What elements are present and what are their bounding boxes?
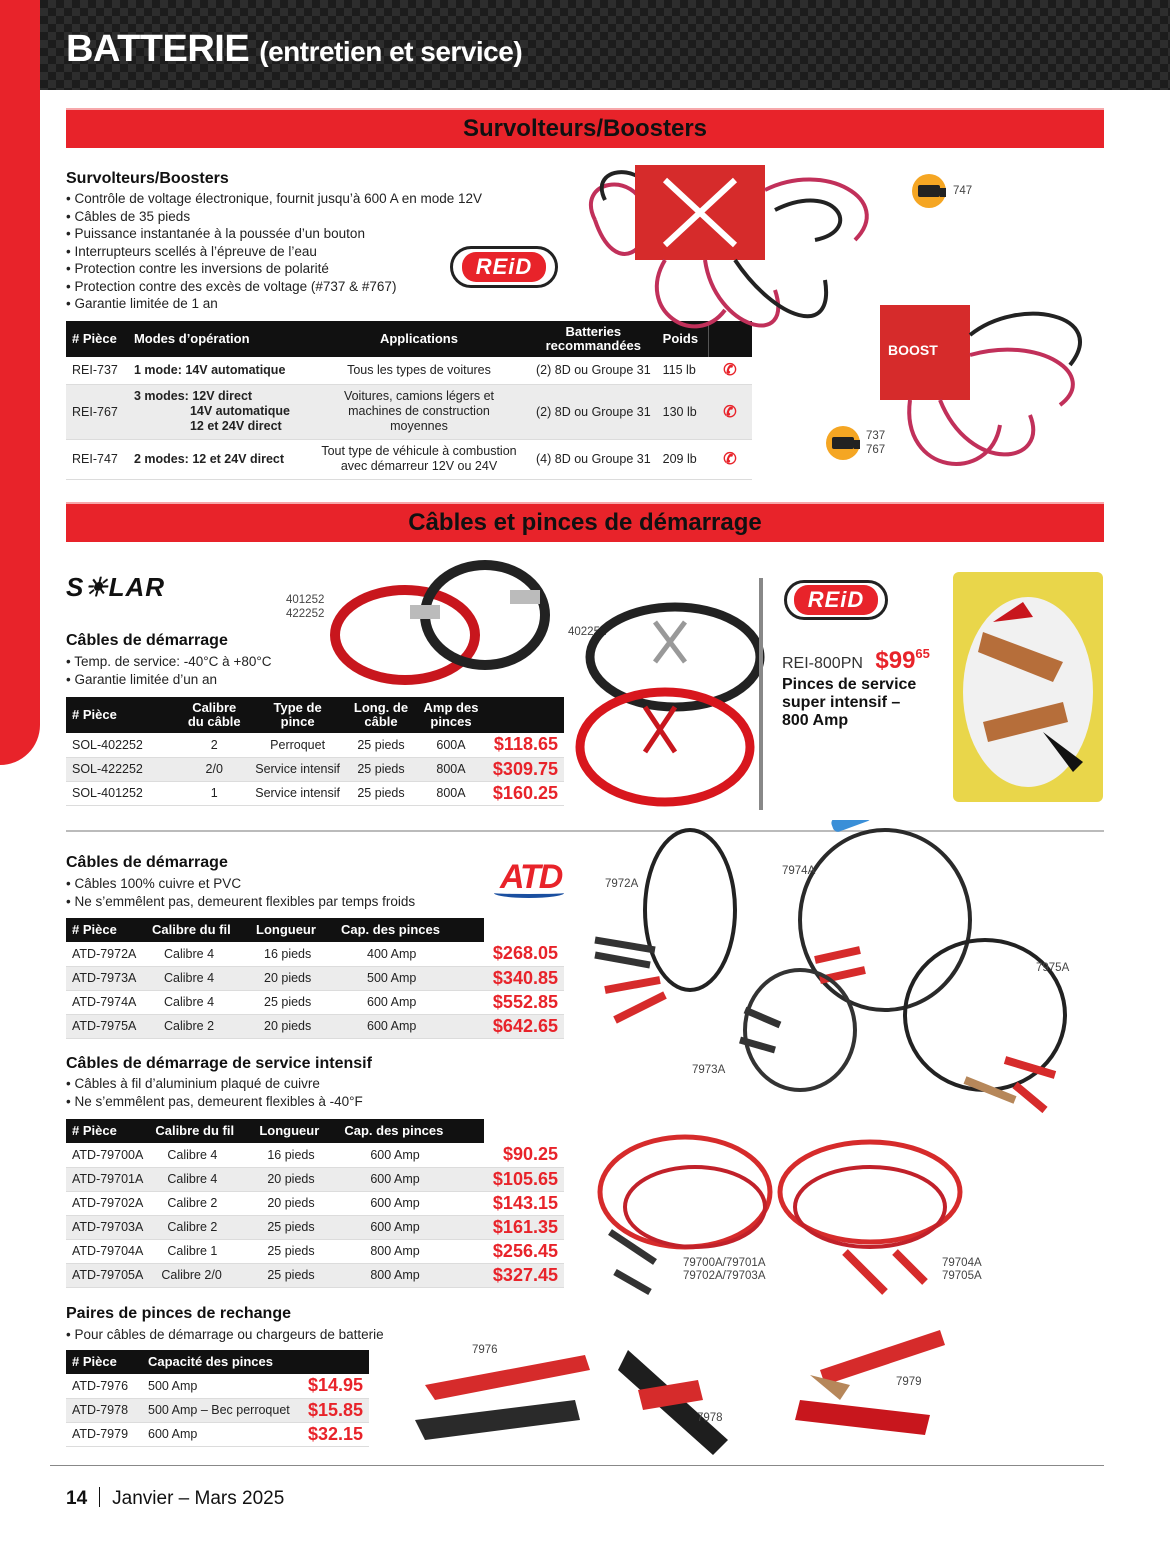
price: $268.05 [484, 942, 564, 966]
gauge: Calibre 4 [146, 942, 250, 966]
table-row [66, 1191, 564, 1215]
length: 25 pieds [346, 781, 416, 805]
solar-title: Câbles de démarrage [66, 632, 228, 649]
price: $118.65 [486, 733, 564, 757]
title-line: 800 Amp [782, 712, 849, 729]
length: 25 pieds [250, 990, 335, 1014]
col-header-price [486, 697, 564, 733]
table-row [66, 1014, 564, 1038]
part-number: SOL-401252 [66, 781, 179, 805]
reid-logo-text: REiD [794, 585, 879, 615]
capacity: 600 Amp [338, 1167, 484, 1191]
price: $160.25 [486, 781, 564, 805]
col-header: # Pièce [66, 321, 128, 357]
part-number: ATD-7975A [66, 1014, 146, 1038]
truck-icon [826, 426, 860, 460]
clamp-7978-image [618, 1330, 748, 1465]
atd-hd-title: Câbles de démarrage de service intensif [66, 1055, 372, 1072]
col-header: Poids [657, 321, 708, 357]
app-line: machines de construction [348, 404, 490, 418]
price: $15.85 [299, 1398, 369, 1422]
bullet: • Câbles de 35 pieds [66, 208, 482, 226]
capacity: 800 Amp [338, 1239, 484, 1263]
table-row [66, 942, 564, 966]
length: 20 pieds [250, 966, 335, 990]
bullet: • Protection contre des excès de voltage (#737 & #767) [66, 278, 482, 296]
col-header: Long. de câble [346, 697, 416, 733]
bullet: • Interrupteurs scellés à l’épreuve de l’eau [66, 243, 482, 261]
capacity: 400 Amp [335, 942, 484, 966]
caption-7979: 7979 [896, 1376, 922, 1388]
part-number: ATD-79700A [66, 1143, 149, 1167]
table-row [66, 1239, 564, 1263]
caption-79700a-79701a: 79700A/79701A [683, 1257, 766, 1269]
col-header: Capacité des pinces [142, 1350, 299, 1374]
length: 16 pieds [253, 1143, 338, 1167]
table-row [66, 1215, 564, 1239]
bullet: • Ne s’emmêlent pas, demeurent flexibles à -40°F [66, 1093, 363, 1111]
caption-7978: 7978 [697, 1412, 723, 1424]
part-number: REI-737 [66, 357, 128, 384]
price: $14.95 [299, 1374, 369, 1398]
gauge: 2 [179, 733, 249, 757]
divider-vertical [759, 578, 763, 810]
weight: 115 lb [657, 357, 708, 384]
gauge: Calibre 4 [149, 1143, 253, 1167]
col-header: # Pièce [66, 1350, 142, 1374]
page-title [66, 28, 522, 71]
section-bar-cables [66, 502, 1104, 542]
phone-icon: ✆ [708, 439, 752, 479]
amperage: 600A [416, 733, 486, 757]
part-number: ATD-7972A [66, 942, 146, 966]
clamp-bullets [66, 1326, 384, 1344]
price: $143.15 [484, 1191, 564, 1215]
capacity: 600 Amp [338, 1215, 484, 1239]
part-number: ATD-7978 [66, 1398, 142, 1422]
capacity: 600 Amp [142, 1422, 299, 1446]
table-row [66, 1167, 564, 1191]
capacity: 500 Amp [142, 1374, 299, 1398]
section-title: Câbles et pinces de démarrage [408, 509, 762, 536]
gauge: Calibre 4 [146, 966, 250, 990]
atd-table [66, 918, 564, 1039]
page-number: 14 [66, 1488, 88, 1509]
length: 25 pieds [253, 1263, 338, 1287]
gauge: Calibre 2 [149, 1215, 253, 1239]
red-side-tab [0, 0, 40, 765]
price-cents: 65 [915, 646, 930, 661]
part-number: ATD-7974A [66, 990, 146, 1014]
modes [128, 384, 308, 439]
reid800-price-line [782, 646, 930, 675]
length: 25 pieds [253, 1239, 338, 1263]
price: $309.75 [486, 757, 564, 781]
caption-7975a: 7975A [1036, 962, 1070, 974]
capacity: 600 Amp [338, 1143, 484, 1167]
footer-divider [50, 1465, 1104, 1466]
price: $552.85 [484, 990, 564, 1014]
clamp-7976-image [405, 1345, 605, 1450]
solar-cables-image-1 [330, 550, 555, 695]
clamp-title: Paires de pinces de rechange [66, 1305, 291, 1322]
col-header-price [299, 1350, 369, 1374]
bullet: • Câbles 100% cuivre et PVC [66, 875, 415, 893]
table-row [66, 733, 564, 757]
col-header: Applications [308, 321, 530, 357]
caption-7976: 7976 [472, 1344, 498, 1356]
price: $105.65 [484, 1167, 564, 1191]
gauge: Calibre 2 [149, 1191, 253, 1215]
atd-title: Câbles de démarrage [66, 854, 228, 871]
reid-logo [784, 580, 888, 620]
atd-logo [500, 858, 561, 897]
atd-logo-text: ATD [500, 858, 562, 896]
part-number: SOL-422252 [66, 757, 179, 781]
bullet: • Protection contre les inversions de polarité [66, 260, 482, 278]
table-row [66, 1422, 369, 1446]
col-header: # Pièce [66, 918, 146, 942]
atd-cables-image [575, 820, 1115, 1140]
capacity: 800 Amp [338, 1263, 484, 1287]
col-header: # Pièce [66, 1119, 149, 1143]
caption-79705a: 79705A [942, 1270, 982, 1282]
caption-79704a: 79704A [942, 1257, 982, 1269]
amperage: 800A [416, 781, 486, 805]
length: 20 pieds [253, 1191, 338, 1215]
boosters-title: Survolteurs/Boosters [66, 170, 229, 187]
amperage: 800A [416, 757, 486, 781]
part-number: ATD-79704A [66, 1239, 149, 1263]
solar-table [66, 697, 564, 806]
col-header: Longueur [250, 918, 335, 942]
svg-text:BOOST: BOOST [888, 342, 938, 358]
part-number: ATD-7976 [66, 1374, 142, 1398]
part-number: ATD-79703A [66, 1215, 149, 1239]
table-row [66, 1143, 564, 1167]
caption-7973a: 7973A [692, 1064, 726, 1076]
caption-7974a: 7974A [782, 865, 816, 877]
price: $642.65 [484, 1014, 564, 1038]
atd-hd-table [66, 1119, 564, 1288]
part-number: REI-747 [66, 439, 128, 479]
price: $256.45 [484, 1239, 564, 1263]
boosters-bullets [66, 190, 482, 313]
clamp-table [66, 1350, 369, 1447]
caption-737: 737 [866, 430, 886, 442]
length: 25 pieds [346, 733, 416, 757]
reid-logo [450, 246, 558, 288]
capacity: 600 Amp [335, 990, 484, 1014]
bullet: • Puissance instantanée à la poussée d’un bouton [66, 225, 482, 243]
gauge: Calibre 2 [146, 1014, 250, 1038]
price: $161.35 [484, 1215, 564, 1239]
section-bar-boosters [66, 108, 1104, 148]
title-line: super intensif – [782, 694, 901, 711]
bullet: • Garantie limitée de 1 an [66, 295, 482, 313]
price: $327.45 [484, 1263, 564, 1287]
app-line: moyennes [390, 419, 448, 433]
footer [66, 1487, 284, 1510]
atd-hd-bullets [66, 1075, 363, 1110]
truck-icon [912, 174, 946, 208]
price: $32.15 [299, 1422, 369, 1446]
gauge: Calibre 1 [149, 1239, 253, 1263]
col-header-price [484, 918, 564, 942]
col-header: Cap. des pinces [338, 1119, 484, 1143]
length: 25 pieds [253, 1215, 338, 1239]
section-title: Survolteurs/Boosters [462, 115, 708, 142]
bullet: • Garantie limitée d’un an [66, 671, 272, 689]
table-row [66, 1398, 369, 1422]
caption-422252: 422252 [286, 608, 325, 620]
solar-logo: S☀LAR [66, 572, 166, 602]
capacity: 600 Amp [338, 1191, 484, 1215]
mode-line: 12 et 24V direct [189, 419, 282, 433]
mode-line: 3 modes: 12V direct [133, 389, 253, 403]
bullet: • Ne s’emmêlent pas, demeurent flexibles par temps froids [66, 893, 415, 911]
gauge: 1 [179, 781, 249, 805]
reid800-clamps-image [953, 572, 1103, 802]
application [308, 439, 530, 479]
table-row [66, 781, 564, 805]
table-row [66, 990, 564, 1014]
bullet: • Contrôle de voltage électronique, fournit jusqu’à 600 A en mode 12V [66, 190, 482, 208]
app-line: avec démarreur 12V ou 24V [340, 459, 498, 473]
atd-bullets [66, 875, 415, 910]
part-number: SOL-402252 [66, 733, 179, 757]
length: 25 pieds [346, 757, 416, 781]
clamp-type: Service intensif [249, 757, 346, 781]
table-row [66, 966, 564, 990]
reid800-title [782, 676, 916, 730]
length: 20 pieds [250, 1014, 335, 1038]
bullet: • Pour câbles de démarrage ou chargeurs de batterie [66, 1326, 384, 1344]
col-header: Calibre du câble [179, 697, 249, 733]
caption-402252: 402252 [568, 626, 607, 638]
weight: 130 lb [657, 384, 708, 439]
table-row [66, 1263, 564, 1287]
solar-bullets [66, 653, 272, 688]
col-header: Batteries recommandées [530, 321, 657, 357]
col-header: # Pièce [66, 697, 179, 733]
caption-79702a-79703a: 79702A/79703A [683, 1270, 766, 1282]
part-number: ATD-79705A [66, 1263, 149, 1287]
length: 16 pieds [250, 942, 335, 966]
table-row [66, 384, 752, 439]
col-header: Modes d’opération [128, 321, 308, 357]
table-row [66, 757, 564, 781]
app-line: Voitures, camions légers et [343, 389, 495, 403]
col-header-price [484, 1119, 564, 1143]
part-number: ATD-79702A [66, 1191, 149, 1215]
reid-logo-text: REiD [462, 252, 547, 282]
caption-767: 767 [866, 444, 886, 456]
solar-cables-image-2 [575, 592, 765, 817]
page-title-sub: (entretien et service) [259, 36, 523, 67]
modes: 1 mode: 14V automatique [128, 357, 308, 384]
application [308, 384, 530, 439]
col-header: Amp des pinces [416, 697, 486, 733]
table-row [66, 357, 752, 384]
caption-747: 747 [953, 185, 973, 197]
bullet: • Câbles à fil d’aluminium plaqué de cuivre [66, 1075, 363, 1093]
clamp-7979-image [780, 1320, 975, 1445]
col-header: Calibre du fil [146, 918, 250, 942]
capacity: 500 Amp – Bec perroquet [142, 1398, 299, 1422]
part-number: ATD-7973A [66, 966, 146, 990]
part-number: REI-767 [66, 384, 128, 439]
phone-icon: ✆ [708, 357, 752, 384]
page-title-main: BATTERIE [66, 28, 250, 70]
caption-7972a: 7972A [605, 878, 639, 890]
part-number: ATD-79701A [66, 1167, 149, 1191]
weight: 209 lb [657, 439, 708, 479]
price-main: $99 [875, 647, 916, 674]
part-number: ATD-7979 [66, 1422, 142, 1446]
col-header: Calibre du fil [149, 1119, 253, 1143]
caption-401252: 401252 [286, 594, 325, 606]
gauge: Calibre 4 [146, 990, 250, 1014]
battery: (2) 8D ou Groupe 31 [530, 357, 657, 384]
table-row [66, 1374, 369, 1398]
battery: (4) 8D ou Groupe 31 [530, 439, 657, 479]
length: 20 pieds [253, 1167, 338, 1191]
table-row [66, 439, 752, 479]
title-line: Pinces de service [782, 676, 917, 693]
price: $340.85 [484, 966, 564, 990]
bullet: • Temp. de service: -40°C à +80°C [66, 653, 272, 671]
gauge: 2/0 [179, 757, 249, 781]
col-header: Cap. des pinces [335, 918, 484, 942]
gauge: Calibre 4 [149, 1167, 253, 1191]
footer-period: Janvier – Mars 2025 [112, 1488, 285, 1509]
application: Tous les types de voitures [308, 357, 530, 384]
capacity: 500 Amp [335, 966, 484, 990]
phone-icon: ✆ [708, 384, 752, 439]
capacity: 600 Amp [335, 1014, 484, 1038]
clamp-type: Service intensif [249, 781, 346, 805]
booster-737-image [820, 295, 1110, 485]
battery: (2) 8D ou Groupe 31 [530, 384, 657, 439]
app-line: Tout type de véhicule à combustion [321, 444, 517, 458]
gauge: Calibre 2/0 [149, 1263, 253, 1287]
part-number: REI-800PN [782, 655, 863, 672]
col-header: Longueur [253, 1119, 338, 1143]
mode-line: 14V automatique [189, 404, 290, 418]
col-header: Type de pince [249, 697, 346, 733]
modes: 2 modes: 12 et 24V direct [128, 439, 308, 479]
clamp-type: Perroquet [249, 733, 346, 757]
price: $90.25 [484, 1143, 564, 1167]
